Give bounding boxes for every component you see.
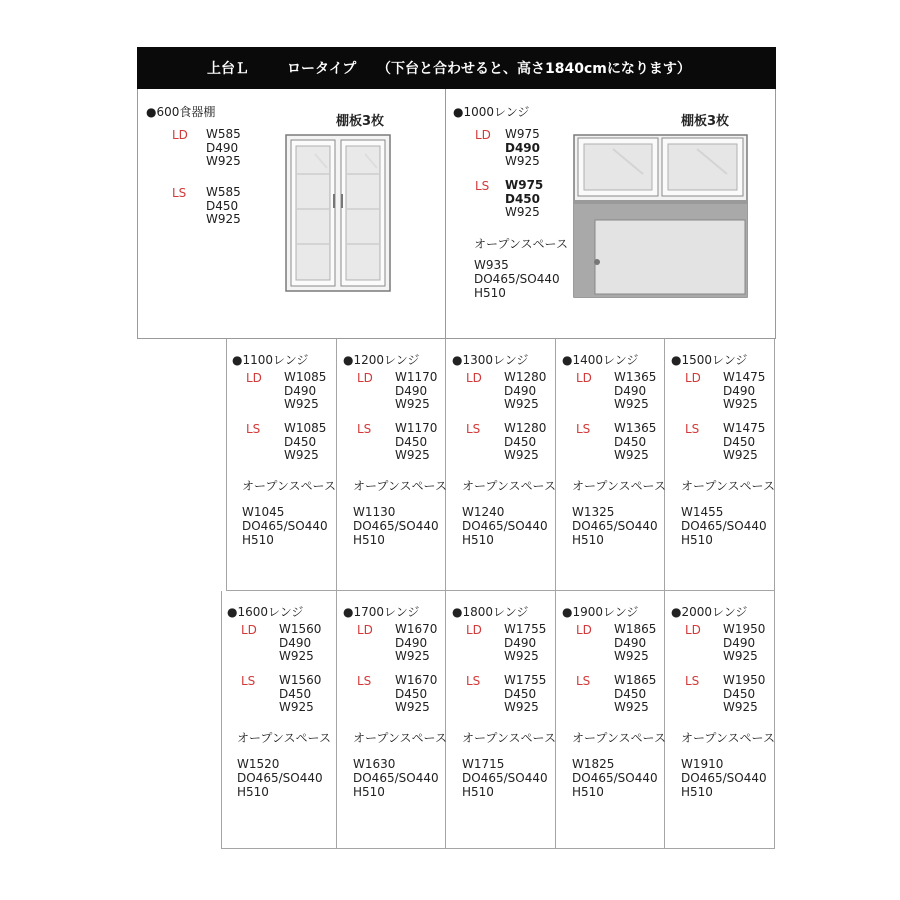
dim-depth: D490 <box>723 383 756 398</box>
dim-height: W925 <box>206 154 241 168</box>
open-width: W1130 <box>353 505 396 519</box>
ld-dimensions <box>614 371 656 412</box>
open-width: W1240 <box>462 505 505 519</box>
dim-depth: D490 <box>206 140 239 155</box>
open-space-dims <box>572 505 658 547</box>
ls-dimensions <box>504 674 546 715</box>
ld-label: LD <box>576 371 592 385</box>
dim-depth: D450 <box>723 434 756 449</box>
open-width: W1520 <box>237 757 280 771</box>
open-space-dims <box>572 757 658 799</box>
open-space-label: オープンスペース <box>237 731 331 745</box>
dim-depth: D450 <box>614 434 647 449</box>
ls-dimensions <box>723 422 765 463</box>
open-space-label: オープンスペース <box>681 731 775 745</box>
ld-label: LD <box>576 623 592 637</box>
dim-height: W925 <box>723 649 758 663</box>
range-cell <box>665 591 775 849</box>
dim-height: W925 <box>614 397 649 411</box>
ls-label: LS <box>172 186 187 200</box>
open-depth: DO465/SO440 <box>353 771 439 785</box>
open-width: W1630 <box>353 757 396 771</box>
open-height: H510 <box>572 785 604 799</box>
dim-width: W1670 <box>395 622 438 636</box>
open-space-label: オープンスペース <box>572 731 666 745</box>
ls-label: LS <box>466 422 481 436</box>
ls-label: LS <box>475 179 490 193</box>
open-depth: DO465/SO440 <box>353 519 439 533</box>
dim-height: W925 <box>723 448 758 462</box>
ls-dimensions <box>723 674 765 715</box>
dim-height: W925 <box>279 649 314 663</box>
ld-label: LD <box>357 623 373 637</box>
range-title: ●1300レンジ <box>452 353 529 367</box>
open-space-label: オープンスペース <box>353 479 447 493</box>
dim-width: W1670 <box>395 673 438 687</box>
dim-height: W925 <box>723 397 758 411</box>
dim-width: W1865 <box>614 622 657 636</box>
dim-width: W1085 <box>284 421 327 435</box>
ld-dimensions <box>723 623 765 664</box>
open-height: H510 <box>353 785 385 799</box>
dim-width: W1170 <box>395 421 438 435</box>
open-space-dims <box>681 505 767 547</box>
range-title: ●1600レンジ <box>227 605 304 619</box>
grid-left-border <box>221 591 222 849</box>
range-title: ●1200レンジ <box>343 353 420 367</box>
dim-width: W1475 <box>723 370 766 384</box>
dim-depth: D490 <box>395 635 428 650</box>
range-title: ●1500レンジ <box>671 353 748 367</box>
dim-width: W1475 <box>723 421 766 435</box>
open-depth: DO465/SO440 <box>462 771 548 785</box>
open-depth: DO465/SO440 <box>462 519 548 533</box>
open-depth: DO465/SO440 <box>572 771 658 785</box>
ls-label: LS <box>241 674 256 688</box>
shelf-note-600: 棚板3枚 <box>336 114 385 129</box>
range-cell <box>446 339 556 591</box>
dim-height: W925 <box>284 448 319 462</box>
range-cell <box>226 339 337 591</box>
dim-depth: D450 <box>504 434 537 449</box>
ls-label: LS <box>357 674 372 688</box>
dim-depth: D450 <box>505 191 541 206</box>
dim-depth: D490 <box>284 383 317 398</box>
dim-width: W1365 <box>614 370 657 384</box>
open-width: W1325 <box>572 505 615 519</box>
ld-dimensions <box>723 371 765 412</box>
ls-label: LS <box>576 422 591 436</box>
dim-width: W1950 <box>723 622 766 636</box>
dim-height: W925 <box>395 700 430 714</box>
ls-label: LS <box>246 422 261 436</box>
open-space-dims <box>353 505 439 547</box>
range-cell <box>221 591 337 849</box>
range-cell <box>446 591 556 849</box>
ld-dimensions <box>395 371 437 412</box>
dim-height: W925 <box>395 397 430 411</box>
open-space-label-1000: オープンスペース <box>474 237 568 251</box>
dim-depth: D450 <box>206 198 239 213</box>
open-depth: DO465/SO440 <box>474 272 560 286</box>
open-space-label: オープンスペース <box>353 731 447 745</box>
dim-width: W1755 <box>504 622 547 636</box>
range-cell <box>337 339 446 591</box>
dim-depth: D490 <box>614 383 647 398</box>
dim-depth: D490 <box>614 635 647 650</box>
open-space-label: オープンスペース <box>462 731 556 745</box>
header-title: 上台Ｌ <box>207 61 249 77</box>
dim-width: W1280 <box>504 370 547 384</box>
open-space-dims <box>353 757 439 799</box>
ld-label: LD <box>475 128 491 142</box>
dim-height: W925 <box>395 649 430 663</box>
dim-height: W925 <box>505 154 540 168</box>
dim-width: W975 <box>505 178 544 192</box>
dim-height: W925 <box>504 448 539 462</box>
dim-depth: D450 <box>284 434 317 449</box>
ld-label: LD <box>685 371 701 385</box>
dim-width: W1865 <box>614 673 657 687</box>
ld-label: LD <box>172 128 188 142</box>
ld-dimensions-1000 <box>505 128 540 169</box>
open-depth: DO465/SO440 <box>237 771 323 785</box>
range-cell <box>556 591 665 849</box>
range-title: ●1100レンジ <box>232 353 309 367</box>
ld-label: LD <box>685 623 701 637</box>
range-cell <box>556 339 665 591</box>
ls-label: LS <box>357 422 372 436</box>
dim-depth: D490 <box>395 383 428 398</box>
dim-width: W1560 <box>279 622 322 636</box>
dim-depth: D490 <box>504 383 537 398</box>
open-space-dims <box>242 505 328 547</box>
dim-width: W1170 <box>395 370 438 384</box>
ld-dimensions <box>395 623 437 664</box>
ls-label: LS <box>466 674 481 688</box>
ls-dimensions <box>614 674 656 715</box>
ls-dimensions <box>614 422 656 463</box>
dim-depth: D450 <box>614 686 647 701</box>
shelf-note-1000: 棚板3枚 <box>681 114 730 129</box>
open-depth: DO465/SO440 <box>242 519 328 533</box>
open-height: H510 <box>681 533 713 547</box>
grid-left-border <box>226 339 227 591</box>
dim-width: W1365 <box>614 421 657 435</box>
dim-width: W1950 <box>723 673 766 687</box>
open-space-dims <box>462 505 548 547</box>
open-space-dims <box>681 757 767 799</box>
ld-dimensions <box>504 623 546 664</box>
ld-dimensions <box>614 623 656 664</box>
open-depth: DO465/SO440 <box>681 519 767 533</box>
dim-depth: D450 <box>504 686 537 701</box>
ld-dimensions-600 <box>206 128 241 169</box>
ld-label: LD <box>246 371 262 385</box>
dim-width: W1560 <box>279 673 322 687</box>
dim-depth: D490 <box>279 635 312 650</box>
open-space-dims-1000 <box>474 258 560 300</box>
open-height: H510 <box>237 785 269 799</box>
ls-label: LS <box>685 674 700 688</box>
ld-dimensions <box>284 371 326 412</box>
dim-height: W925 <box>505 205 540 219</box>
range-title: ●1700レンジ <box>343 605 420 619</box>
dim-width: W1755 <box>504 673 547 687</box>
dim-depth: D450 <box>395 434 428 449</box>
dim-depth: D450 <box>279 686 312 701</box>
range-title: ●1400レンジ <box>562 353 639 367</box>
ls-dimensions-1000 <box>505 179 543 220</box>
dim-height: W925 <box>284 397 319 411</box>
dim-height: W925 <box>614 700 649 714</box>
dim-width: W585 <box>206 185 241 199</box>
open-width: W1715 <box>462 757 505 771</box>
ld-dimensions <box>504 371 546 412</box>
ls-dimensions <box>284 422 326 463</box>
ld-label: LD <box>241 623 257 637</box>
dim-height: W925 <box>723 700 758 714</box>
open-width: W1045 <box>242 505 285 519</box>
ls-dimensions-600 <box>206 186 241 227</box>
open-width: W1910 <box>681 757 724 771</box>
open-height: H510 <box>474 286 506 300</box>
open-depth: DO465/SO440 <box>681 771 767 785</box>
dim-height: W925 <box>504 700 539 714</box>
open-height: H510 <box>462 533 494 547</box>
dim-width: W585 <box>206 127 241 141</box>
ld-label: LD <box>466 623 482 637</box>
dim-depth: D490 <box>504 635 537 650</box>
header-note: （下台と合わせると、高さ1840cmになります） <box>377 61 691 77</box>
open-width: W1455 <box>681 505 724 519</box>
open-space-label: オープンスペース <box>681 479 775 493</box>
ls-dimensions <box>504 422 546 463</box>
dim-depth: D490 <box>723 635 756 650</box>
ld-dimensions <box>279 623 321 664</box>
dim-height: W925 <box>504 397 539 411</box>
dim-depth: D490 <box>505 140 541 155</box>
dim-width: W975 <box>505 127 540 141</box>
open-width: W935 <box>474 258 509 272</box>
ls-label: LS <box>576 674 591 688</box>
dim-height: W925 <box>504 649 539 663</box>
dim-height: W925 <box>395 448 430 462</box>
open-space-label: オープンスペース <box>572 479 666 493</box>
header-bar <box>137 47 776 89</box>
open-height: H510 <box>572 533 604 547</box>
ld-label: LD <box>466 371 482 385</box>
cupboard-600-illustration <box>285 134 391 292</box>
header-subtitle: ロータイプ <box>287 61 357 77</box>
range-cell <box>665 339 775 591</box>
ld-label: LD <box>357 371 373 385</box>
dim-height: W925 <box>206 212 241 226</box>
dim-height: W925 <box>279 700 314 714</box>
open-space-label: オープンスペース <box>242 479 336 493</box>
open-space-dims <box>237 757 323 799</box>
range-title: ●2000レンジ <box>671 605 748 619</box>
open-height: H510 <box>353 533 385 547</box>
open-depth: DO465/SO440 <box>572 519 658 533</box>
dim-height: W925 <box>614 448 649 462</box>
dim-width: W1085 <box>284 370 327 384</box>
dim-depth: D450 <box>395 686 428 701</box>
range-title: ●1800レンジ <box>452 605 529 619</box>
dim-depth: D450 <box>723 686 756 701</box>
ls-dimensions <box>279 674 321 715</box>
open-height: H510 <box>681 785 713 799</box>
open-height: H510 <box>242 533 274 547</box>
ls-dimensions <box>395 674 437 715</box>
open-height: H510 <box>462 785 494 799</box>
ls-label: LS <box>685 422 700 436</box>
range-cell <box>337 591 446 849</box>
range-title: ●1900レンジ <box>562 605 639 619</box>
ls-dimensions <box>395 422 437 463</box>
cupboard-600-title: ●600食器棚 <box>146 105 216 119</box>
open-space-label: オープンスペース <box>462 479 556 493</box>
open-space-dims <box>462 757 548 799</box>
open-width: W1825 <box>572 757 615 771</box>
range-1000-title: ●1000レンジ <box>453 105 530 119</box>
dim-width: W1280 <box>504 421 547 435</box>
dim-height: W925 <box>614 649 649 663</box>
range-1000-illustration <box>573 134 748 298</box>
